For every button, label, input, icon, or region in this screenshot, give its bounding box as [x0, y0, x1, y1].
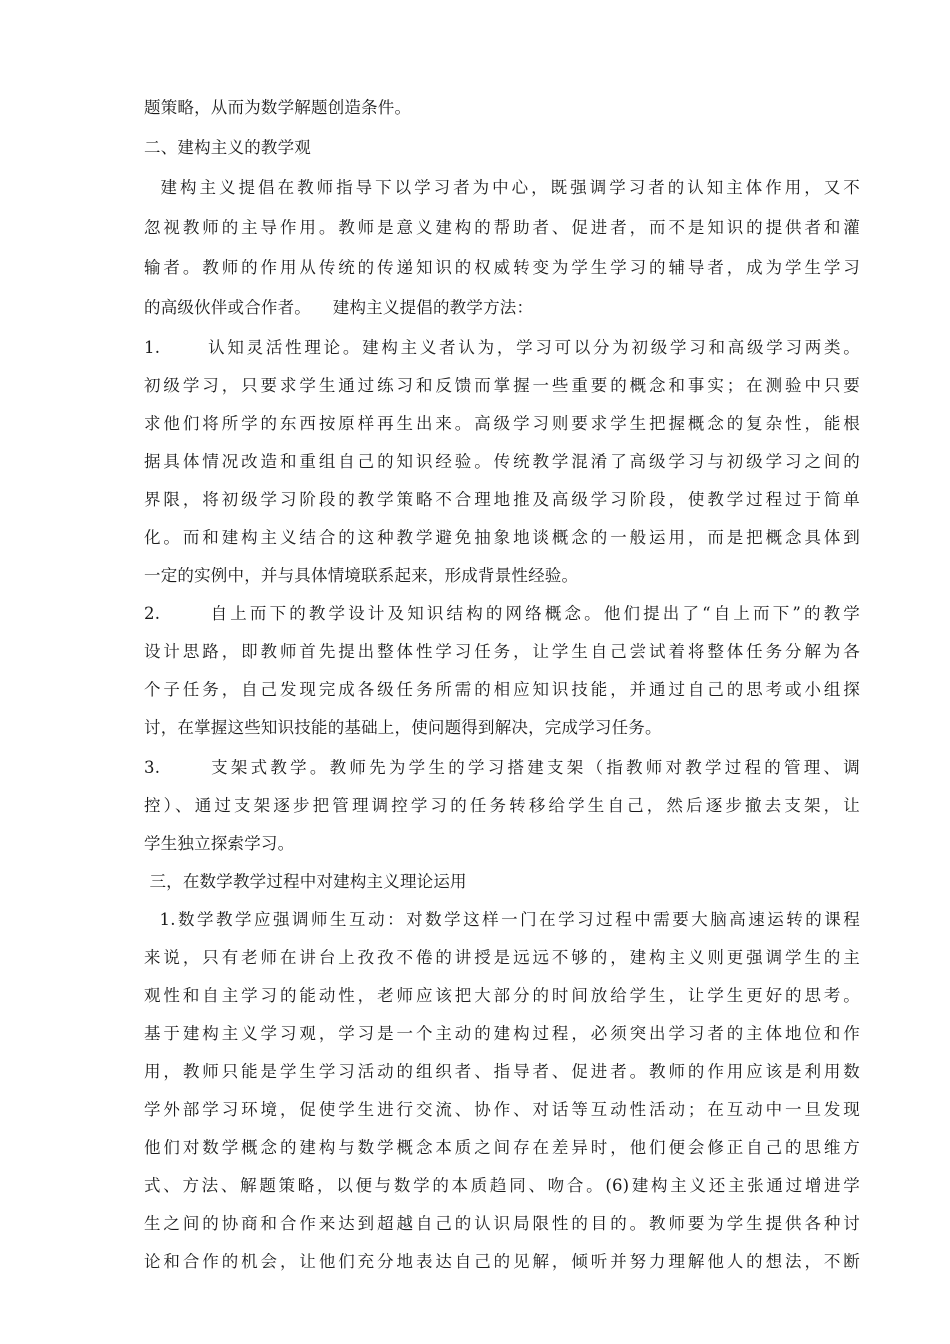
text-line: 控）、通过支架逐步把管理调控学习的任务转移给学生自己，然后逐步撤去支架，让 — [144, 796, 860, 815]
text-line: 化。而和建构主义结合的这种教学避免抽象地谈概念的一般运用，而是把概念具体到 — [144, 528, 860, 547]
text-line: 据具体情况改造和重组自己的知识经验。传统教学混淆了高级学习与初级学习之间的 — [144, 452, 860, 471]
list-item-line: 2. 自上而下的教学设计及知识结构的网络概念。他们提出了“自上而下”的教学 — [144, 604, 860, 623]
text-line: 式、方法、解题策略，以便与数学的本质趋同、吻合。(6)建构主义还主张通过增进学 — [144, 1176, 860, 1195]
list-item-line: 1. 认知灵活性理论。建构主义者认为，学习可以分为初级学习和高级学习两类。 — [144, 338, 860, 357]
text-line: 界限，将初级学习阶段的教学策略不合理地推及高级学习阶段，使教学过程过于简单 — [144, 490, 860, 509]
text-line: 学生独立探索学习。 — [144, 834, 295, 853]
text-line: 用，教师只能是学生学习活动的组织者、指导者、促进者。教师的作用应该是利用数 — [144, 1062, 860, 1081]
text-line: 的高级伙伴或合作者。 建构主义提倡的教学方法： — [144, 298, 534, 317]
section-heading: 二、建构主义的教学观 — [144, 138, 311, 157]
text-line: 论和合作的机会，让他们充分地表达自己的见解，倾听并努力理解他人的想法，不断 — [144, 1252, 860, 1271]
list-item-line: 3. 支架式教学。教师先为学生的学习搭建支架（指教师对教学过程的管理、调 — [144, 758, 860, 777]
text-line: 建构主义提倡在教师指导下以学习者为中心，既强调学习者的认知主体作用，又不 — [144, 178, 861, 197]
text-line: 一定的实例中，并与具体情境联系起来，形成背景性经验。 — [144, 566, 579, 585]
text-line: 来说，只有老师在讲台上孜孜不倦的讲授是远远不够的，建构主义则更强调学生的主 — [144, 948, 860, 967]
text-line: 初级学习，只要求学生通过练习和反馈而掌握一些重要的概念和事实；在测验中只要 — [144, 376, 860, 395]
section-heading: 三，在数学教学过程中对建构主义理论运用 — [144, 872, 467, 891]
text-line: 讨，在掌握这些知识技能的基础上，使问题得到解决，完成学习任务。 — [144, 718, 662, 737]
text-line: 基于建构主义学习观，学习是一个主动的建构过程，必须突出学习者的主体地位和作 — [144, 1024, 860, 1043]
text-line: 忽视教师的主导作用。教师是意义建构的帮助者、促进者，而不是知识的提供者和灌 — [144, 218, 860, 237]
text-line: 他们对数学概念的建构与数学概念本质之间存在差异时，他们便会修正自己的思维方 — [144, 1138, 860, 1157]
text-line: 观性和自主学习的能动性，老师应该把大部分的时间放给学生，让学生更好的思考。 — [144, 986, 860, 1005]
text-line: 学外部学习环境，促使学生进行交流、协作、对话等互动性活动；在互动中一旦发现 — [144, 1100, 860, 1119]
text-line: 题策略，从而为数学解题创造条件。 — [144, 98, 412, 117]
text-line: 个子任务，自己发现完成各级任务所需的相应知识技能，并通过自己的思考或小组探 — [144, 680, 860, 699]
text-line: 设计思路，即教师首先提出整体性学习任务，让学生自己尝试着将整体任务分解为各 — [144, 642, 860, 661]
text-line: 输者。教师的作用从传统的传递知识的权威转变为学生学习的辅导者，成为学生学习 — [144, 258, 860, 277]
text-line: 生之间的协商和合作来达到超越自己的认识局限性的目的。教师要为学生提供各种讨 — [144, 1214, 860, 1233]
text-line: 求他们将所学的东西按原样再生出来。高级学习则要求学生把握概念的复杂性，能根 — [144, 414, 860, 433]
text-line: 1.数学教学应强调师生互动：对数学这样一门在学习过程中需要大脑高速运转的课程 — [144, 910, 861, 929]
